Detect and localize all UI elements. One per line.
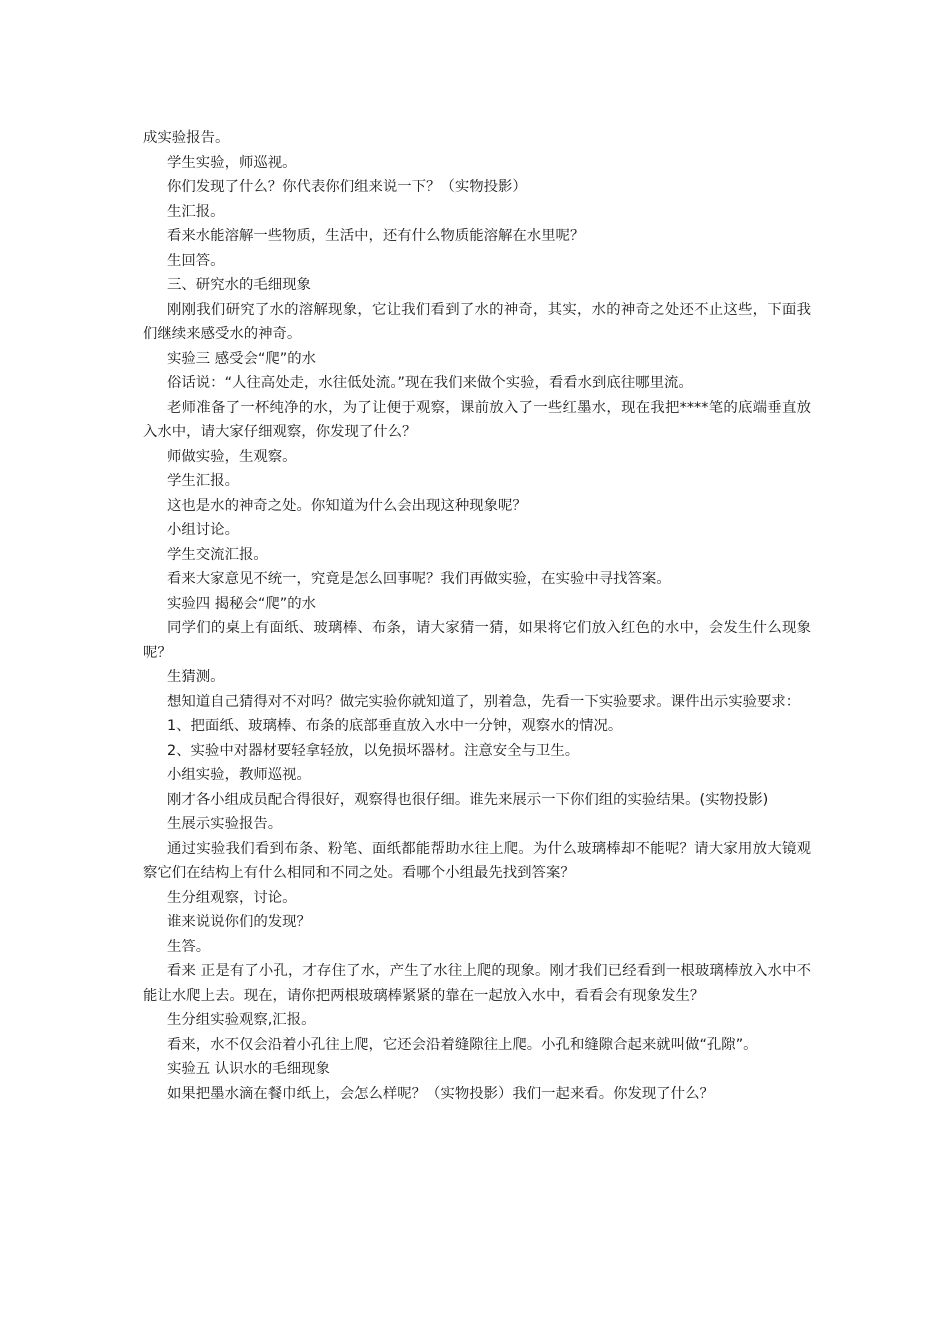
section-heading: 三、研究水的毛细现象 xyxy=(167,277,311,293)
paragraph: 刚才各小组成员配合得很好，观察得也很仔细。谁先来展示一下你们组的实验结果。(实物投影) xyxy=(167,791,769,808)
paragraph: 生展示实验报告。 xyxy=(167,816,283,832)
paragraph: 看来，水不仅会沿着小孔往上爬，它还会沿着缝隙往上爬。小孔和缝隙合起来就叫做“孔隙”。 xyxy=(167,1036,758,1053)
list-item: 1、把面纸、玻璃棒、布条的底部垂直放入水中一分钟，观察水的情况。 xyxy=(167,718,623,734)
paragraph: 生猜测。 xyxy=(167,669,225,685)
paragraph: 生分组实验观察,汇报。 xyxy=(167,1012,316,1028)
paragraph: 谁来说说你们的发现？ xyxy=(167,914,311,930)
paragraph: 看来 正是有了小孔，才存住了水，产生了水往上爬的现象。刚才我们已经看到一根玻璃棒放入水中不能让水爬上去。现在，请你把两根玻璃棒紧紧的靠在一起放入水中，看看会有现象发生？ xyxy=(143,963,811,1004)
paragraph: 学生交流汇报。 xyxy=(167,546,268,563)
paragraph: 师做实验，生观察。 xyxy=(167,448,297,465)
paragraph: 学生汇报。 xyxy=(167,473,239,489)
experiment-heading: 实验三 感受会“爬”的水 xyxy=(167,350,317,367)
paragraph: 如果把墨水滴在餐巾纸上，会怎么样呢？（实物投影）我们一起来看。你发现了什么？ xyxy=(167,1085,714,1102)
paragraph: 刚刚我们研究了水的溶解现象，它让我们看到了水的神奇，其实，水的神奇之处还不止这些，下面我们继续来感受水的神奇。 xyxy=(143,301,811,342)
paragraph: 生分组观察，讨论。 xyxy=(167,889,297,906)
paragraph: 你们发现了什么？你代表你们组来说一下？（实物投影） xyxy=(167,179,527,195)
experiment-heading: 实验四 揭秘会“爬”的水 xyxy=(167,595,317,612)
paragraph: 看来大家意见不统一，究竟是怎么回事呢？我们再做实验，在实验中寻找答案。 xyxy=(167,571,671,587)
paragraph: 同学们的桌上有面纸、玻璃棒、布条，请大家猜一猜，如果将它们放入红色的水中，会发生什么现象呢？ xyxy=(143,620,811,661)
paragraph: 生汇报。 xyxy=(167,203,225,220)
experiment-heading: 实验五 认识水的毛细现象 xyxy=(167,1061,330,1077)
paragraph: 成实验报告。 xyxy=(143,130,230,146)
paragraph: 俗话说：“人往高处走，水往低处流。”现在我们来做个实验，看看水到底往哪里流。 xyxy=(167,375,693,391)
paragraph: 想知道自己猜得对不对吗？做完实验你就知道了，别着急，先看一下实验要求。课件出示实验要求： xyxy=(167,693,801,710)
paragraph: 通过实验我们看到布条、粉笔、面纸都能帮助水往上爬。为什么玻璃棒却不能呢？请大家用放大镜观察它们在结构上有什么相同和不同之处。看哪个小组最先找到答案？ xyxy=(143,840,811,881)
document-body xyxy=(143,126,811,1106)
list-item: 2、实验中对器材要轻拿轻放，以免损坏器材。注意安全与卫生。 xyxy=(167,742,580,759)
paragraph: 看来水能溶解一些物质，生活中，还有什么物质能溶解在水里呢？ xyxy=(167,228,585,244)
paragraph: 学生实验，师巡视。 xyxy=(167,154,297,171)
paragraph: 老师准备了一杯纯净的水，为了让便于观察，课前放入了一些红墨水，现在我把****笔的底端垂直放入水中，请大家仔细观察，你发现了什么？ xyxy=(143,399,811,440)
paragraph: 生答。 xyxy=(167,938,211,955)
paragraph: 小组讨论。 xyxy=(167,522,239,538)
paragraph: 生回答。 xyxy=(167,252,225,269)
paragraph: 这也是水的神奇之处。你知道为什么会出现这种现象呢？ xyxy=(167,497,527,514)
paragraph: 小组实验，教师巡视。 xyxy=(167,767,311,783)
